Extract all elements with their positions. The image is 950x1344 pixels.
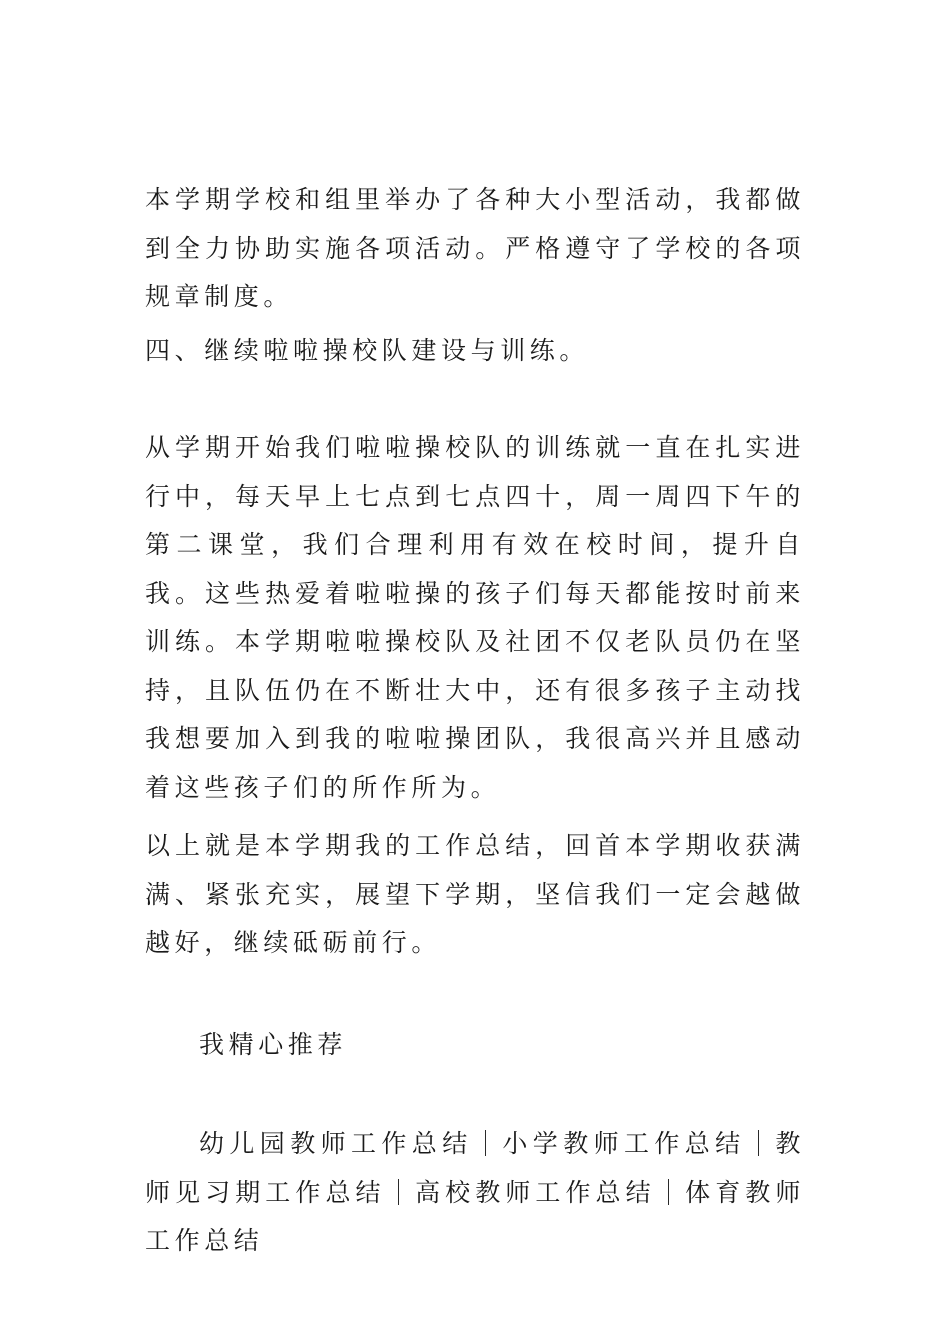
paragraph-training: 从学期开始我们啦啦操校队的训练就一直在扎实进行中，每天早上七点到七点四十，周一周四下午的第二课堂，我们合理利用有效在校时间，提升自我。这些热爱着啦啦操的孩子们每天都能按时前来训练。本学期啦啦操校队及社团不仅老队员仍在坚持，且队伍仍在不断壮大中，还有很多孩子主动找我想要加入到我的啦啦操团队，我很高兴并且感动着这些孩子们的所作所为。 [145,433,805,802]
section-heading-cheerleading: 四、继续啦啦操校队建设与训练。 [145,336,590,365]
link-separator [758,1130,759,1156]
recommend-link-internship[interactable]: 教师见习期工作总结 [145,1129,805,1207]
paragraph-activities: 本学期学校和组里举办了各种大小型活动，我都做到全力协助实施各项活动。严格遵守了学校的各项规章制度。 [145,185,805,311]
link-separator [668,1179,669,1205]
recommend-links [145,1120,805,1266]
paragraph-summary: 以上就是本学期我的工作总结，回首本学期收获满满、紧张充实，展望下学期，坚信我们一定会越做越好，继续砥砺前行。 [145,831,805,957]
recommend-link-pe[interactable]: 体育教师工作总结 [145,1177,805,1255]
recommend-link-primary[interactable]: 小学教师工作总结 [501,1129,746,1158]
link-separator [398,1179,399,1205]
recommend-link-university[interactable]: 高校教师工作总结 [414,1177,656,1207]
recommend-link-kindergarten[interactable]: 幼儿园教师工作总结 [199,1129,473,1158]
link-separator [485,1130,486,1156]
recommend-heading: 我精心推荐 [199,1030,348,1059]
